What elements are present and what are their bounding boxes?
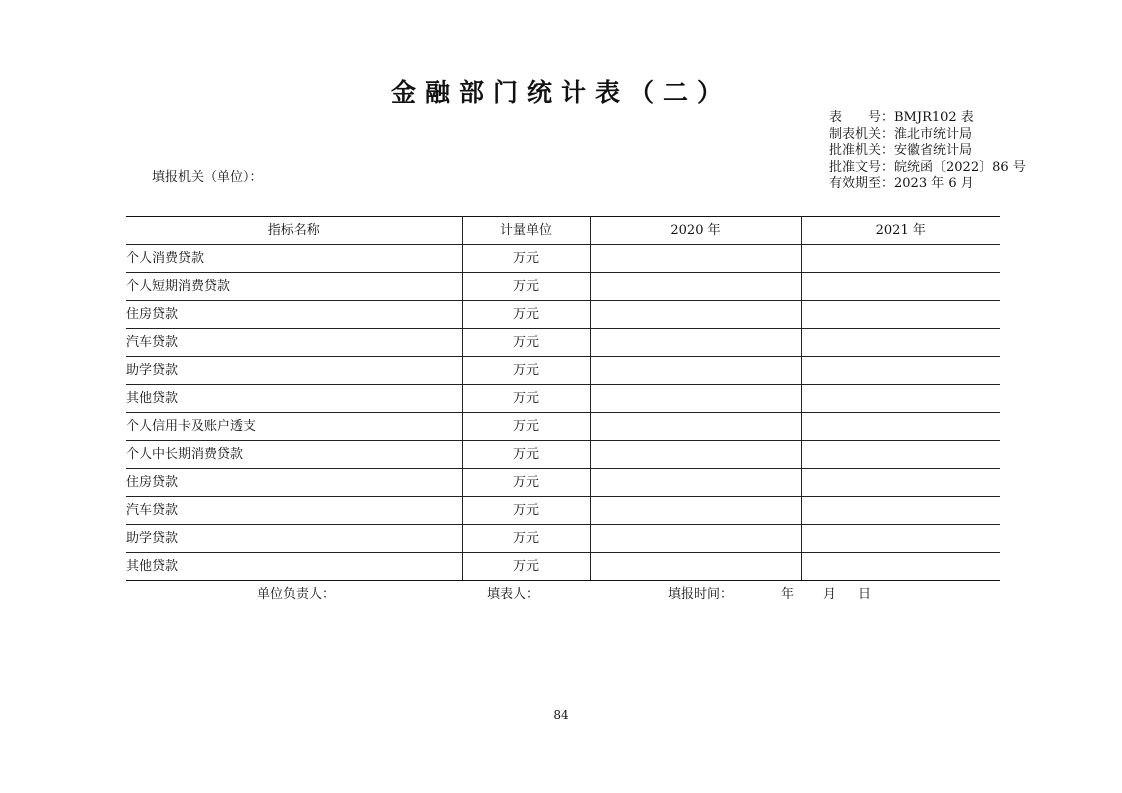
indicator-name-cell: 助学贷款 xyxy=(126,357,462,385)
value-2020-cell[interactable] xyxy=(590,301,801,329)
table-row xyxy=(126,357,1000,385)
indicator-name-cell: 汽车贷款 xyxy=(126,329,462,357)
unit-cell: 万元 xyxy=(462,329,590,357)
indicator-name-cell: 汽车贷款 xyxy=(126,497,462,525)
value-2021-cell[interactable] xyxy=(801,525,1000,553)
table-row xyxy=(126,301,1000,329)
value-2021-cell[interactable] xyxy=(801,441,1000,469)
unit-cell: 万元 xyxy=(462,301,590,329)
valid-until: 有效期至：2023 年 6 月 xyxy=(829,176,974,191)
value-2021-cell[interactable] xyxy=(801,413,1000,441)
filler-label: 填表人： xyxy=(487,587,540,602)
table-row xyxy=(126,385,1000,413)
table-row xyxy=(126,497,1000,525)
statistics-table xyxy=(126,216,1000,581)
value-2021-cell[interactable] xyxy=(801,469,1000,497)
unit-cell: 万元 xyxy=(462,385,590,413)
table-row xyxy=(126,273,1000,301)
approving-authority: 批准机关：安徽省统计局 xyxy=(829,143,973,158)
indicator-name-cell: 个人消费贷款 xyxy=(126,245,462,273)
value-2020-cell[interactable] xyxy=(590,497,801,525)
table-row xyxy=(126,441,1000,469)
value-2020-cell[interactable] xyxy=(590,385,801,413)
table-row xyxy=(126,469,1000,497)
value-2020-cell[interactable] xyxy=(590,441,801,469)
unit-cell: 万元 xyxy=(462,413,590,441)
approval-document-number: 批准文号：皖统函〔2022〕86 号 xyxy=(829,159,1026,175)
page-title: 金融部门统计表（二） xyxy=(390,78,731,107)
fill-month-label: 月 xyxy=(823,587,837,602)
page-number: 84 xyxy=(553,708,569,722)
value-2020-cell[interactable] xyxy=(590,413,801,441)
unit-cell: 万元 xyxy=(462,441,590,469)
value-2020-cell[interactable] xyxy=(590,273,801,301)
indicator-name-cell: 其他贷款 xyxy=(126,385,462,413)
table-row xyxy=(126,525,1000,553)
value-2021-cell[interactable] xyxy=(801,245,1000,273)
table-body xyxy=(126,245,1000,581)
unit-cell: 万元 xyxy=(462,525,590,553)
value-2021-cell[interactable] xyxy=(801,273,1000,301)
indicator-name-cell: 个人短期消费贷款 xyxy=(126,273,462,301)
indicator-name-cell: 住房贷款 xyxy=(126,469,462,497)
indicator-name-cell: 住房贷款 xyxy=(126,301,462,329)
table-row xyxy=(126,413,1000,441)
header-year-2021: 2021 年 xyxy=(801,217,1000,245)
indicator-name-cell: 其他贷款 xyxy=(126,553,462,581)
header-year-2020: 2020 年 xyxy=(590,217,801,245)
value-2020-cell[interactable] xyxy=(590,553,801,581)
table-row xyxy=(126,245,1000,273)
reporting-unit-label: 填报机关（单位）： xyxy=(152,170,263,185)
unit-cell: 万元 xyxy=(462,469,590,497)
unit-head-label: 单位负责人： xyxy=(257,587,336,602)
header-unit: 计量单位 xyxy=(462,217,590,245)
value-2020-cell[interactable] xyxy=(590,469,801,497)
unit-cell: 万元 xyxy=(462,273,590,301)
form-metadata xyxy=(829,110,1026,193)
table-row xyxy=(126,553,1000,581)
value-2020-cell[interactable] xyxy=(590,525,801,553)
table-row xyxy=(126,329,1000,357)
fill-time-label: 填报时间： xyxy=(668,587,734,602)
value-2021-cell[interactable] xyxy=(801,497,1000,525)
value-2021-cell[interactable] xyxy=(801,329,1000,357)
value-2021-cell[interactable] xyxy=(801,385,1000,413)
form-number: 表 号：BMJR102 表 xyxy=(829,110,974,125)
issuing-authority: 制表机关：淮北市统计局 xyxy=(829,126,973,142)
unit-cell: 万元 xyxy=(462,357,590,385)
value-2020-cell[interactable] xyxy=(590,329,801,357)
value-2021-cell[interactable] xyxy=(801,301,1000,329)
header-indicator-name: 指标名称 xyxy=(126,217,462,245)
table-header-row xyxy=(126,217,1000,245)
indicator-name-cell: 个人信用卡及账户透支 xyxy=(126,413,462,441)
indicator-name-cell: 个人中长期消费贷款 xyxy=(126,441,462,469)
indicator-name-cell: 助学贷款 xyxy=(126,525,462,553)
value-2020-cell[interactable] xyxy=(590,357,801,385)
unit-cell: 万元 xyxy=(462,245,590,273)
unit-cell: 万元 xyxy=(462,553,590,581)
value-2020-cell[interactable] xyxy=(590,245,801,273)
value-2021-cell[interactable] xyxy=(801,553,1000,581)
fill-year-label: 年 xyxy=(781,587,795,602)
value-2021-cell[interactable] xyxy=(801,357,1000,385)
fill-day-label: 日 xyxy=(858,587,872,602)
unit-cell: 万元 xyxy=(462,497,590,525)
